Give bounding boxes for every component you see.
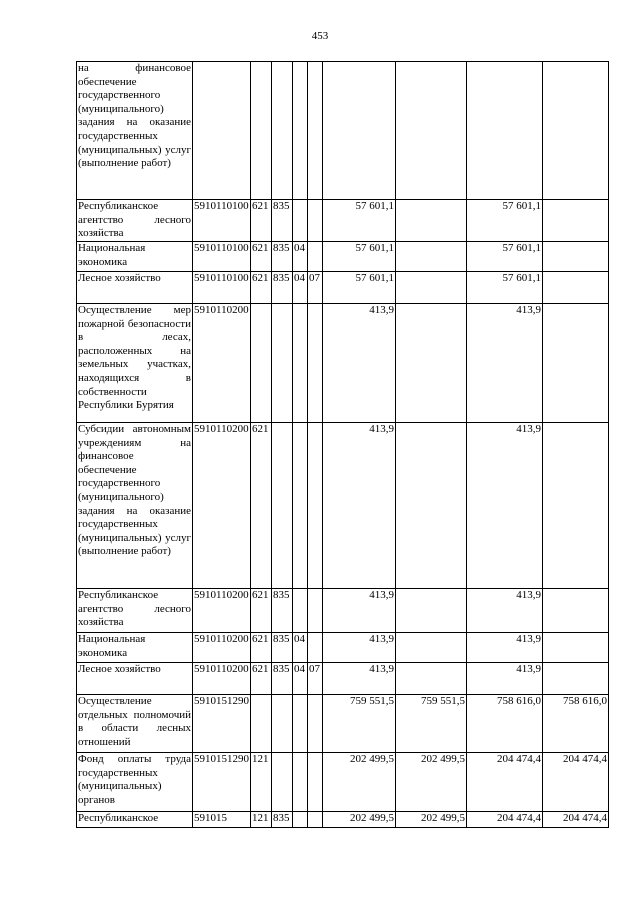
row-value-4 (543, 200, 609, 242)
row-code: 5910110100 (193, 272, 251, 304)
table-row (77, 695, 609, 753)
row-rz: 04 (293, 633, 308, 663)
row-pr (308, 695, 323, 753)
row-pr (308, 242, 323, 272)
row-value-2 (396, 633, 467, 663)
row-value-2 (396, 242, 467, 272)
row-vr (251, 62, 272, 200)
row-value-4 (543, 242, 609, 272)
row-value-1: 202 499,5 (323, 753, 396, 812)
row-pr (308, 633, 323, 663)
row-vr: 621 (251, 200, 272, 242)
row-value-1: 202 499,5 (323, 812, 396, 828)
row-grbs: 835 (272, 663, 293, 695)
row-value-4 (543, 272, 609, 304)
row-code: 5910110200 (193, 304, 251, 423)
row-pr: 07 (308, 663, 323, 695)
row-value-3: 57 601,1 (467, 200, 543, 242)
row-rz (293, 589, 308, 633)
row-grbs (272, 423, 293, 589)
row-value-3 (467, 62, 543, 200)
table-row (77, 304, 609, 423)
row-value-1: 57 601,1 (323, 272, 396, 304)
row-vr (251, 304, 272, 423)
row-value-3: 204 474,4 (467, 753, 543, 812)
row-value-4 (543, 663, 609, 695)
row-vr: 621 (251, 589, 272, 633)
table-row (77, 663, 609, 695)
row-name: Лесное хозяйство (77, 663, 193, 695)
row-vr: 621 (251, 272, 272, 304)
row-value-4 (543, 62, 609, 200)
row-rz (293, 304, 308, 423)
row-value-4: 204 474,4 (543, 753, 609, 812)
row-name: Республиканское агентство лесного хозяйства (77, 200, 193, 242)
row-value-2 (396, 62, 467, 200)
row-code: 5910110100 (193, 200, 251, 242)
row-name: Субсидии автономным учреждениям на финансовое обеспечение государственного (муниципального) задания на оказание государственных (муниципальных) услуг (выполнение работ) (77, 423, 193, 589)
row-code: 5910110200 (193, 633, 251, 663)
row-grbs (272, 62, 293, 200)
row-code: 5910110200 (193, 423, 251, 589)
row-name: Лесное хозяйство (77, 272, 193, 304)
row-value-4 (543, 304, 609, 423)
row-name: Осуществление мер пожарной безопасности в лесах, расположенных на земельных участках, находящихся в собственности Республики Бурятия (77, 304, 193, 423)
row-value-3: 57 601,1 (467, 242, 543, 272)
table-row (77, 272, 609, 304)
row-value-1: 759 551,5 (323, 695, 396, 753)
row-value-1: 413,9 (323, 589, 396, 633)
table-row (77, 753, 609, 812)
budget-table (76, 61, 609, 828)
row-rz (293, 753, 308, 812)
row-value-3: 413,9 (467, 304, 543, 423)
row-rz (293, 812, 308, 828)
row-grbs: 835 (272, 589, 293, 633)
table-row (77, 62, 609, 200)
row-code: 591015 (193, 812, 251, 828)
row-grbs: 835 (272, 633, 293, 663)
row-pr (308, 812, 323, 828)
row-rz: 04 (293, 663, 308, 695)
row-code: 5910110100 (193, 242, 251, 272)
row-rz (293, 200, 308, 242)
row-value-2: 202 499,5 (396, 812, 467, 828)
row-value-3: 758 616,0 (467, 695, 543, 753)
row-code: 5910151290 (193, 695, 251, 753)
row-value-4: 758 616,0 (543, 695, 609, 753)
row-grbs: 835 (272, 200, 293, 242)
row-value-2 (396, 272, 467, 304)
row-name: Республиканское агентство лесного хозяйства (77, 589, 193, 633)
row-value-3: 204 474,4 (467, 812, 543, 828)
row-value-1: 413,9 (323, 304, 396, 423)
row-grbs (272, 304, 293, 423)
table-row (77, 589, 609, 633)
row-value-2 (396, 663, 467, 695)
row-value-2 (396, 423, 467, 589)
row-code: 5910110200 (193, 589, 251, 633)
row-grbs: 835 (272, 272, 293, 304)
row-value-2 (396, 200, 467, 242)
row-name: Национальная экономика (77, 242, 193, 272)
row-grbs (272, 695, 293, 753)
row-value-1: 413,9 (323, 633, 396, 663)
row-value-3: 413,9 (467, 633, 543, 663)
table-row (77, 242, 609, 272)
row-rz: 04 (293, 272, 308, 304)
row-value-1: 57 601,1 (323, 242, 396, 272)
row-value-3: 413,9 (467, 423, 543, 589)
row-name: Фонд оплаты труда государственных (муниципальных) органов (77, 753, 193, 812)
row-value-2 (396, 589, 467, 633)
table-row (77, 633, 609, 663)
row-vr: 121 (251, 753, 272, 812)
row-pr (308, 304, 323, 423)
table-row (77, 812, 609, 828)
table-row (77, 423, 609, 589)
row-pr (308, 62, 323, 200)
row-rz (293, 695, 308, 753)
row-value-2 (396, 304, 467, 423)
row-code: 5910110200 (193, 663, 251, 695)
row-value-3: 413,9 (467, 589, 543, 633)
row-value-1: 413,9 (323, 663, 396, 695)
row-pr (308, 589, 323, 633)
row-value-4 (543, 423, 609, 589)
row-vr: 621 (251, 242, 272, 272)
row-value-4: 204 474,4 (543, 812, 609, 828)
row-value-2: 202 499,5 (396, 753, 467, 812)
row-rz (293, 62, 308, 200)
row-vr (251, 695, 272, 753)
row-pr (308, 200, 323, 242)
row-name: Осуществление отдельных полномочий в области лесных отношений (77, 695, 193, 753)
row-vr: 621 (251, 663, 272, 695)
table-row (77, 200, 609, 242)
row-vr: 121 (251, 812, 272, 828)
row-grbs (272, 753, 293, 812)
row-rz: 04 (293, 242, 308, 272)
row-value-4 (543, 589, 609, 633)
row-vr: 621 (251, 423, 272, 589)
page-number: 453 (311, 30, 329, 42)
row-pr (308, 423, 323, 589)
row-value-1: 57 601,1 (323, 200, 396, 242)
row-grbs: 835 (272, 242, 293, 272)
row-name: на финансовое обеспечение государственного (муниципального) задания на оказание государственных (муниципальных) услуг (выполнение работ) (77, 62, 193, 200)
row-vr: 621 (251, 633, 272, 663)
row-value-2: 759 551,5 (396, 695, 467, 753)
row-value-1: 413,9 (323, 423, 396, 589)
row-value-3: 413,9 (467, 663, 543, 695)
row-value-3: 57 601,1 (467, 272, 543, 304)
row-value-1 (323, 62, 396, 200)
row-rz (293, 423, 308, 589)
row-code: 5910151290 (193, 753, 251, 812)
row-pr (308, 753, 323, 812)
row-name: Национальная экономика (77, 633, 193, 663)
row-code (193, 62, 251, 200)
row-value-4 (543, 633, 609, 663)
row-name: Республиканское (77, 812, 193, 828)
row-pr: 07 (308, 272, 323, 304)
row-grbs: 835 (272, 812, 293, 828)
